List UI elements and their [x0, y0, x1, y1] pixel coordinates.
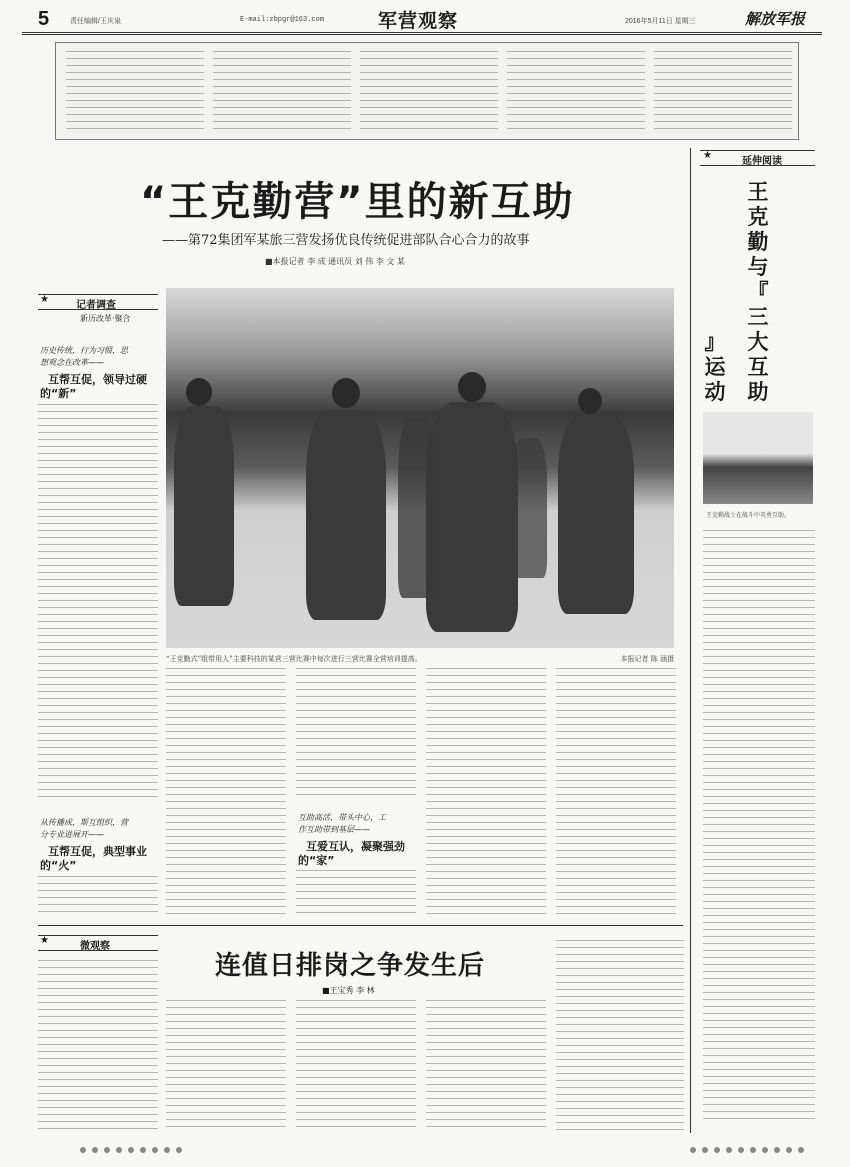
- section-rule: [38, 925, 683, 926]
- sidebar-text: [703, 530, 815, 1125]
- subsection-title: 的“新”: [40, 387, 77, 400]
- article-text: [296, 1000, 416, 1130]
- sidebar-title-col: 』 运 动: [704, 330, 726, 404]
- subsection-intro: 作互助带到基层——: [298, 825, 370, 834]
- subsection-intro: 互助高活，带头中心，工: [298, 813, 386, 822]
- paper-logo: 解放军报: [745, 10, 806, 28]
- subsection-intro: 历史传统，行为习惯，思: [40, 346, 128, 355]
- star-icon: ★: [40, 294, 49, 305]
- issue-date: 2016年5月11日 星期三: [625, 18, 696, 25]
- bottom-headline: 连值日排岗之争发生后: [215, 951, 486, 981]
- page-dots: [690, 1138, 810, 1157]
- text-column: [66, 51, 204, 133]
- subsection-intro: 分专业进展开——: [40, 830, 104, 839]
- subsection-title: 互爱互认，凝聚强劲: [306, 840, 405, 853]
- section-title: 军营观察: [378, 11, 459, 32]
- article-text: [38, 404, 158, 800]
- text-column: [654, 51, 792, 133]
- star-icon: ★: [40, 935, 49, 946]
- subsection-title: 的“火”: [40, 859, 77, 872]
- subsection-title: 互帮互促，典型事业: [48, 845, 147, 858]
- text-column: [360, 51, 498, 133]
- top-text-box: [55, 42, 799, 140]
- main-photo: [166, 288, 674, 648]
- sidebar-photo-caption: 王克勤战士在战斗中英勇互助。: [706, 512, 791, 519]
- byline: ■本报记者 李 成 通讯员 刘 伟 李 文 某: [265, 257, 405, 266]
- column-rule: [690, 148, 691, 1133]
- article-text: [296, 870, 416, 918]
- article-text: [166, 668, 286, 918]
- page-number: 5: [38, 8, 50, 30]
- photo-credit: 本报记者 陈 涵摄: [620, 655, 674, 663]
- article-text: [296, 668, 416, 798]
- sidebar-title: 王 克 勤 与 『 三 大 互 助: [747, 180, 769, 404]
- article-text: [426, 1000, 546, 1130]
- column-sublabel: 新历改革·聚合: [80, 314, 131, 323]
- main-headline: “王克勤营”里的新互助: [140, 179, 575, 225]
- subsection-intro: 从传播成，斯互组织，营: [40, 818, 128, 827]
- column-label: 微观察: [80, 941, 110, 952]
- article-text: [38, 876, 158, 918]
- subsection-title: 的“家”: [298, 854, 335, 867]
- text-column: [213, 51, 351, 133]
- sidebar-photo: [703, 412, 813, 504]
- star-icon: ★: [703, 150, 712, 161]
- article-text: [38, 960, 158, 1130]
- article-text: [426, 668, 546, 918]
- column-label: 延伸阅读: [742, 156, 782, 167]
- subsection-intro: 想观念在改革——: [40, 358, 104, 367]
- subheadline: ——第72集团军某旅三营发扬优良传统促进部队合心合力的故事: [162, 233, 530, 248]
- bottom-byline: ■王宝秀 李 林: [322, 986, 375, 995]
- article-text: [556, 940, 684, 1130]
- text-column: [507, 51, 645, 133]
- page-dots: [80, 1138, 188, 1157]
- subsection-title: 互帮互促，领导过硬: [48, 373, 147, 386]
- article-text: [166, 1000, 286, 1130]
- photo-caption: “王克勤式”组带用人”主要科技的某营三营比赛中每次进行三营比赛全营培训提高。 本报记者 陈 涵摄: [166, 655, 674, 663]
- article-text: [556, 668, 676, 918]
- email: E-mail:zbpgr@163.com: [240, 16, 325, 24]
- column-label: 记者调查: [76, 300, 116, 311]
- editor-credit: 责任编辑/王庆泉: [70, 18, 121, 25]
